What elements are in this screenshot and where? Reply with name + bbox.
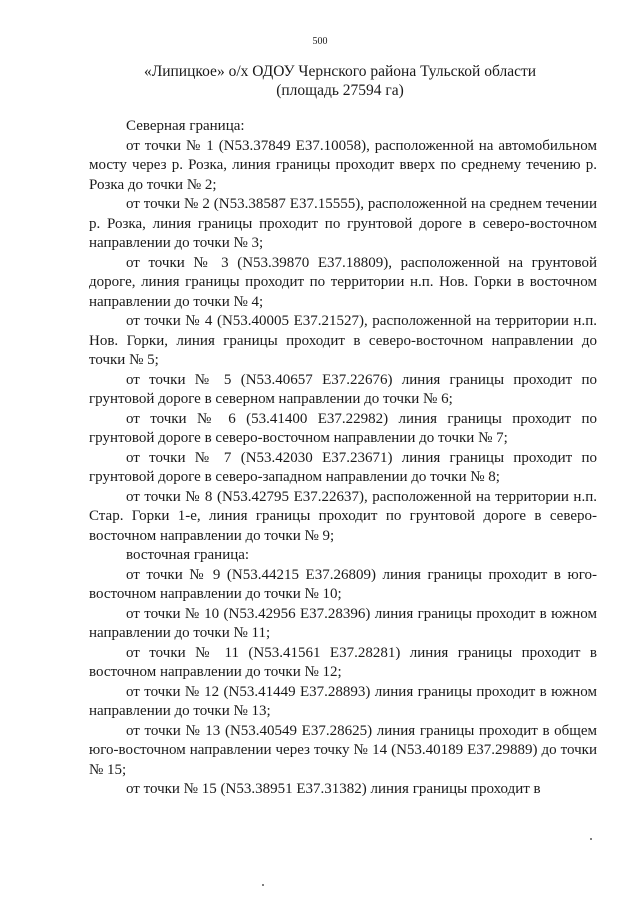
- paragraph-point-12: от точки № 12 (N53.41449 E37.28893) линия границы проходит в южном направлении до точки № 13;: [89, 683, 597, 719]
- paragraph-point-13: от точки № 13 (N53.40549 E37.28625) линия границы проходит в общем юго-восточном направлении через точку № 14 (N53.40189 E37.29889) до точки № 15;: [89, 722, 597, 778]
- paragraph-point-4: от точки № 4 (N53.40005 E37.21527), расположенной на территории н.п. Нов. Горки, линия границы проходит в северо-восточном направлении до точки № 5;: [89, 313, 597, 368]
- scan-speck: [262, 884, 264, 886]
- title-line-1: «Липицкое» о/х ОДОУ Чернского района Тульской области: [143, 63, 537, 80]
- scan-speck: [590, 838, 592, 840]
- paragraph-point-8: от точки № 8 (N53.42795 E37.22637), расположенной на территории н.п. Стар. Горки 1-е, линия границы проходит по грунтовой дороге в северо-восточном направлении до точки № 9;: [89, 488, 597, 544]
- title-line-2: (площадь 27594 га): [276, 82, 404, 99]
- page-number: 500: [312, 36, 328, 47]
- paragraph-point-3: от точки № 3 (N53.39870 E37.18809), расположенной на грунтовой дороге, линия границы проходит по территории н.п. Нов. Горки в восточном направлении до точки № 4;: [89, 254, 597, 310]
- paragraph-point-5: от точки № 5 (N53.40657 E37.22676) линия границы проходит по грунтовой дороге в северном направлении до точки № 6;: [89, 371, 597, 407]
- paragraph-point-15: от точки № 15 (N53.38951 E37.31382) линия границы проходит в: [126, 781, 541, 797]
- paragraph-point-11: от точки № 11 (N53.41561 E37.28281) линия границы проходит в восточном направлении до точки № 12;: [89, 644, 597, 680]
- boundary-description: [89, 117, 597, 800]
- document-title: [70, 62, 610, 100]
- paragraph-point-7: от точки № 7 (N53.42030 E37.23671) линия границы проходит по грунтовой дороге в северо-западном направлении до точки № 8;: [89, 449, 597, 485]
- paragraph-point-10: от точки № 10 (N53.42956 E37.28396) линия границы проходит в южном направлении до точки № 11;: [89, 605, 597, 641]
- section-heading-north: Северная граница:: [126, 118, 245, 134]
- paragraph-point-6: от точки № 6 (53.41400 E37.22982) линия границы проходит по грунтовой дороге в северо-восточном направлении до точки № 7;: [89, 410, 597, 446]
- paragraph-point-1: от точки № 1 (N53.37849 E37.10058), расположенной на автомобильном мосту через р. Розка, линия границы проходит вверх по среднему течению р. Розка до точки № 2;: [89, 137, 597, 193]
- paragraph-point-2: от точки № 2 (N53.38587 E37.15555), расположенной на среднем течении р. Розка, линия границы проходит по грунтовой дороге в северо-восточном направлении до точки № 3;: [89, 196, 597, 251]
- section-heading-east: восточная граница:: [126, 547, 250, 563]
- paragraph-point-9: от точки № 9 (N53.44215 E37.26809) линия границы проходит в юго-восточном направлении до точки № 10;: [89, 566, 597, 602]
